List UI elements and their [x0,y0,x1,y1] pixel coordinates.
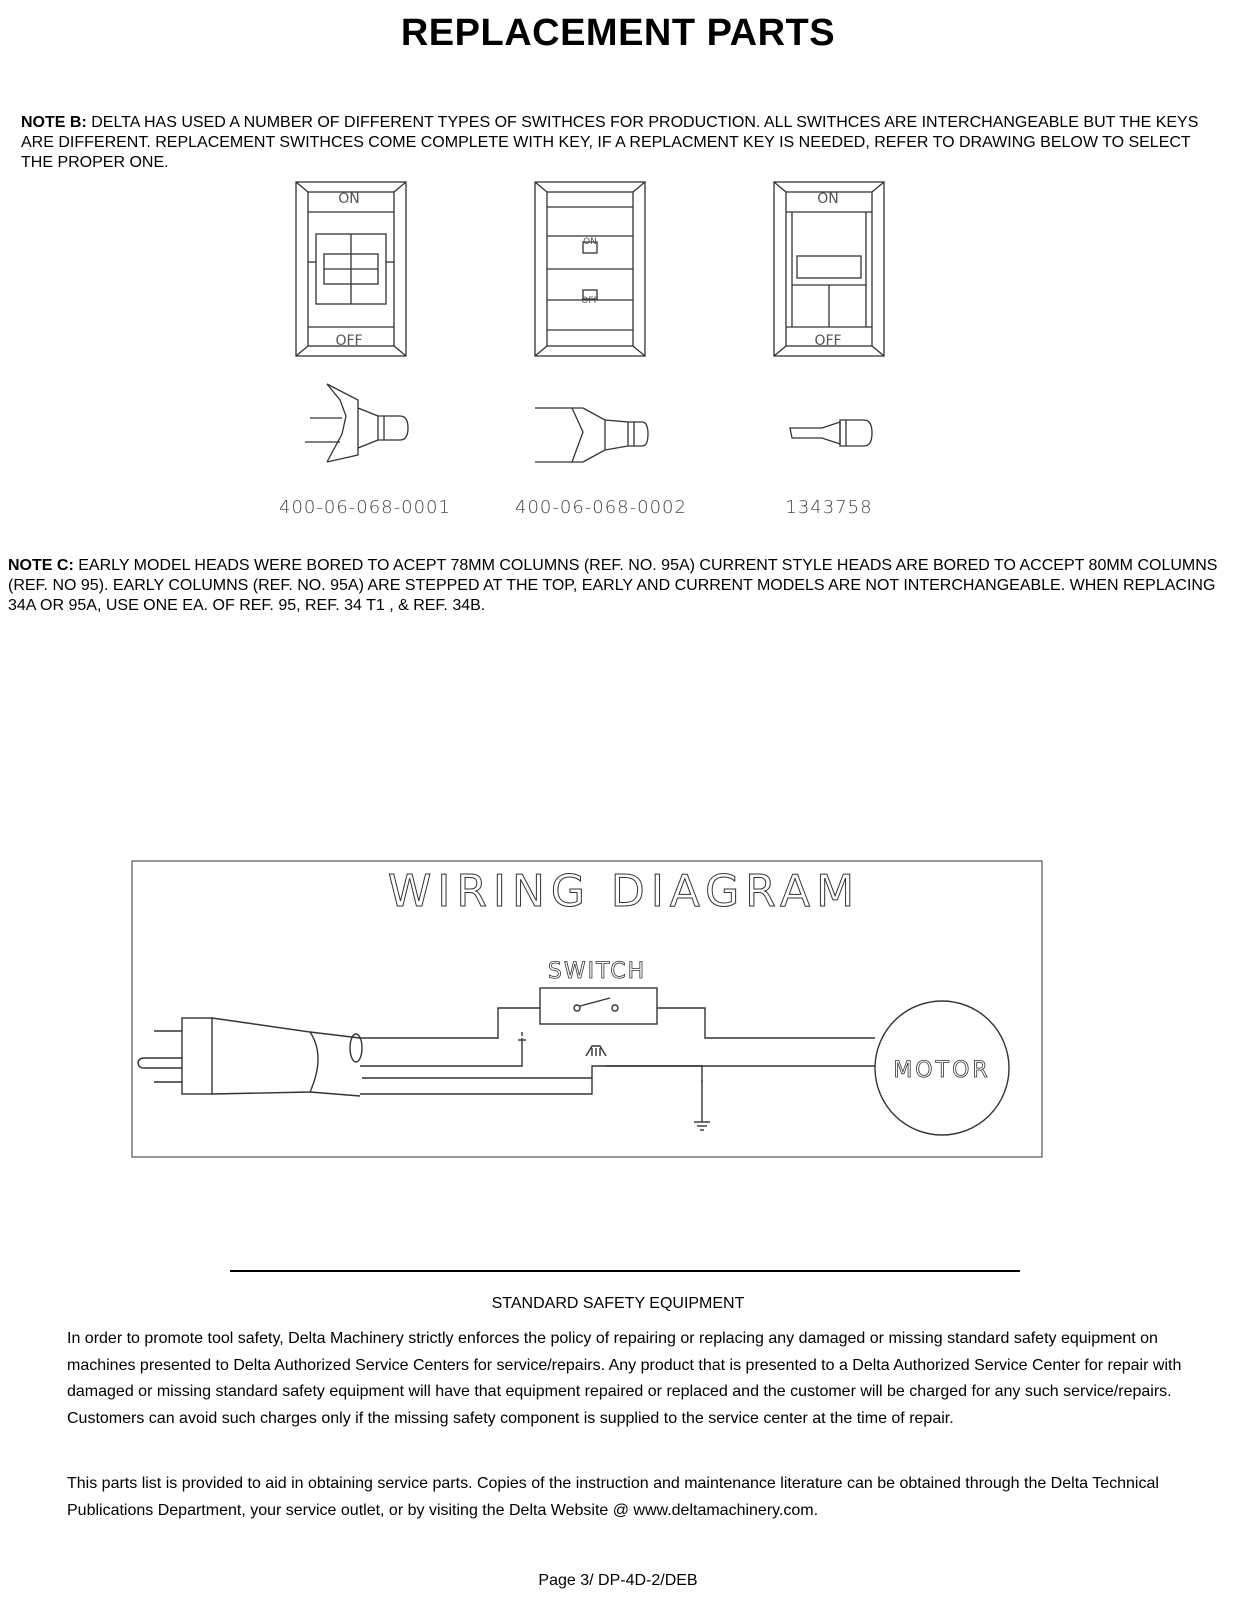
page-title: REPLACEMENT PARTS [400,12,836,54]
switch-2-drawing [535,182,645,356]
note-c-label: NOTE C: [8,557,74,574]
switch-box [540,988,657,1024]
switch-3-drawing [774,182,884,356]
note-c [8,556,1228,616]
note-b-label: NOTE B: [21,114,87,131]
safety-heading: STANDARD SAFETY EQUIPMENT [491,1295,745,1312]
switch-2-off-label: OFF [581,296,599,306]
wire-cap-symbol [586,1046,606,1056]
switch-key-drawings [0,170,1236,530]
safety-paragraph-2: This parts list is provided to aid in obtaining service parts. Copies of the instruction and maintenance literature can be obtained through the Delta Technical Publications Department, your service outlet, or by visiting the Delta Website @ www.deltamachinery.com. [67,1475,1159,1519]
wiring-diagram [130,860,1046,1162]
part-number-2: 400-06-068-0002 [515,497,687,518]
switch-1-off-label: OFF [335,333,363,349]
key-2-drawing [535,408,648,462]
switch-2-on-label: ON [583,237,597,247]
divider-rule [230,1270,1020,1272]
ground-symbol [694,1122,710,1130]
wiring-diagram-title: WIRING DIAGRAM [387,866,861,917]
part-number-3: 1343758 [785,497,873,518]
part-number-1: 400-06-068-0001 [279,497,451,518]
wires [360,1008,875,1122]
switch-label: SWITCH [547,959,647,984]
note-b-text: DELTA HAS USED A NUMBER OF DIFFERENT TYPES OF SWITHCES FOR PRODUCTION. ALL SWITHCES ARE INTERCHANGEABLE BUT THE KEYS ARE DIFFERENT. REPLACEMENT SWITHCES COME COMPLETE WITH KEY, IF A REPLACMENT KEY IS NEEDED, REFER TO DRAWING BELOW TO SELECT THE PROPER ONE. [21,114,1199,171]
switch-3-on-label: ON [817,191,839,207]
plug-drawing [138,1018,362,1096]
key-3-drawing [790,420,872,446]
note-c-text: EARLY MODEL HEADS WERE BORED TO ACEPT 78MM COLUMNS (REF. NO. 95A) CURRENT STYLE HEADS ARE BORED TO ACCEPT 80MM COLUMNS (REF. NO 95). EARLY COLUMNS (REF. NO. 95A) ARE STEPPED AT THE TOP, EARLY AND CURRENT MODELS ARE NOT INTERCHANGEABLE. WHEN REPLACING 34A OR 95A, USE ONE EA. OF REF. 95, REF. 34 T1 , & REF. 34B. [8,557,1218,614]
note-b [21,113,1221,173]
page-footer: Page 3/ DP-4D-2/DEB [538,1572,698,1589]
switch-1-on-label: ON [338,191,360,207]
switch-1-drawing [296,182,406,356]
switch-3-off-label: OFF [814,333,842,349]
motor-label: MOTOR [893,1058,991,1083]
key-1-drawing [305,384,408,462]
safety-paragraph-1: In order to promote tool safety, Delta Machinery strictly enforces the policy of repairing or replacing any damaged or missing standard safety equipment on machines presented to Delta Authorized Service Centers for service/repairs. Any product that is presented to a Delta Authorized Service Center for repair with damaged or missing standard safety equipment will have that equipment repaired or replaced and the customer will be charged for any such service/repairs. Customers can avoid such charges only if the missing safety component is supplied to the service center at the time of repair. [67,1330,1182,1427]
